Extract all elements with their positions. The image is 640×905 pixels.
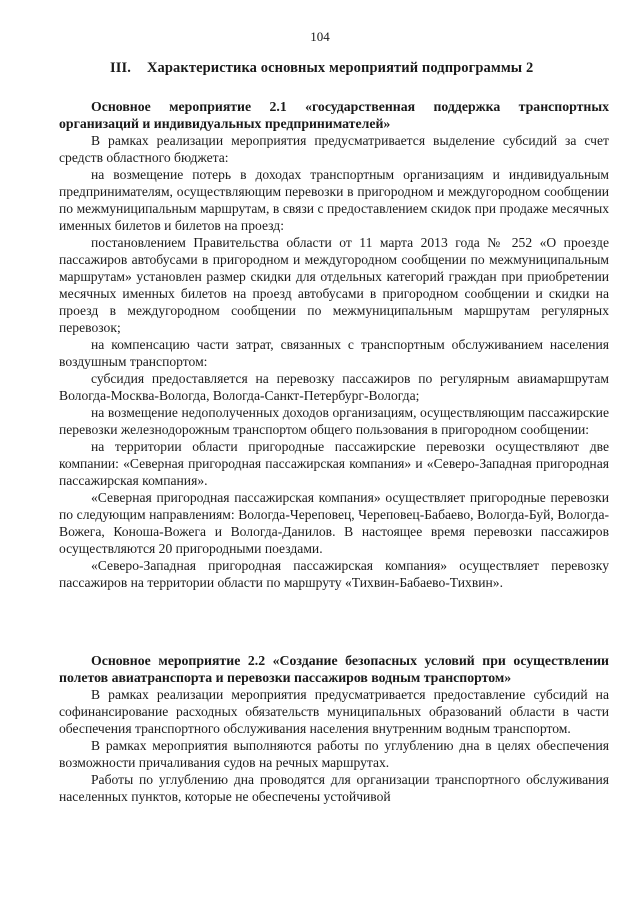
measure-2-1-heading: Основное мероприятие 2.1 «государственная поддержка транспортных организаций и индивидуальных предпринимателей»	[59, 99, 609, 131]
paragraph: на возмещение потерь в доходах транспортным организациям и индивидуальным предпринимателям, осуществляющим перевозки в пригородном и междугородном сообщении по межмуниципальным маршрутам, в связи с предоставлением скидок при продаже месячных именных билетов и билетов на проезд:	[59, 167, 609, 233]
section-title-text: Характеристика основных мероприятий подпрограммы 2	[146, 60, 534, 76]
measure-2-1	[59, 98, 609, 591]
paragraph: В рамках реализации мероприятия предусматривается предоставление субсидий на софинансирование расходных обязательств муниципальных образований области в части обеспечения транспортного обслуживания населения внутренним водным транспортом.	[59, 687, 609, 736]
paragraph: «Северо-Западная пригородная пассажирская компания» осуществляет перевозку пассажиров на территории области по маршруту «Тихвин-Бабаево-Тихвин».	[59, 558, 609, 590]
page-number: 104	[310, 29, 330, 44]
measure-2-2-heading: Основное мероприятие 2.2 «Создание безопасных условий при осуществлении полетов авиатранспорта и перевозки пассажиров водным транспортом»	[59, 653, 609, 685]
section-numeral: III.	[110, 60, 131, 76]
paragraph: В рамках мероприятия выполняются работы по углублению дна в целях обеспечения возможности причаливания судов на речных маршрутах.	[59, 738, 609, 770]
paragraph: постановлением Правительства области от 11 марта 2013 года № 252 «О проезде пассажиров автобусами в пригородном и междугородном сообщении по межмуниципальным маршрутам» установлен размер скидки для отдельных категорий граждан при приобретении месячных именных билетов на проезд автобусами в пригородном сообщении и скидки на проезд в междугородном сообщении по межмуниципальным маршрутам регулярных перевозок;	[59, 235, 609, 335]
paragraph: на компенсацию части затрат, связанных с транспортным обслуживанием населения воздушным транспортом:	[59, 337, 609, 369]
paragraph: на возмещение недополученных доходов организациям, осуществляющим пассажирские перевозки железнодорожным транспортом общего пользования в пригородном сообщении:	[59, 405, 609, 437]
paragraph: В рамках реализации мероприятия предусматривается выделение субсидий за счет средств областного бюджета:	[59, 133, 609, 165]
paragraph: Работы по углублению дна проводятся для организации транспортного обслуживания населенных пунктов, которые не обеспечены устойчивой	[59, 772, 609, 804]
measure-2-2	[59, 652, 609, 805]
section-title	[110, 60, 610, 77]
paragraph: на территории области пригородные пассажирские перевозки осуществляют две компании: «Северная пригородная пассажирская компания» и «Северо-Западная пригородная пассажирская компания».	[59, 439, 609, 488]
paragraph: субсидия предоставляется на перевозку пассажиров по регулярным авиамаршрутам Вологда-Москва-Вологда, Вологда-Санкт-Петербург-Вологда;	[59, 371, 609, 403]
paragraph: «Северная пригородная пассажирская компания» осуществляет пригородные перевозки по следующим направлениям: Вологда-Череповец, Череповец-Бабаево, Вологда-Буй, Вологда-Вожега, Коноша-Вожега и Вологда-Данилов. В настоящее время перевозки пассажиров осуществляются 20 пригородными поездами.	[59, 490, 609, 556]
